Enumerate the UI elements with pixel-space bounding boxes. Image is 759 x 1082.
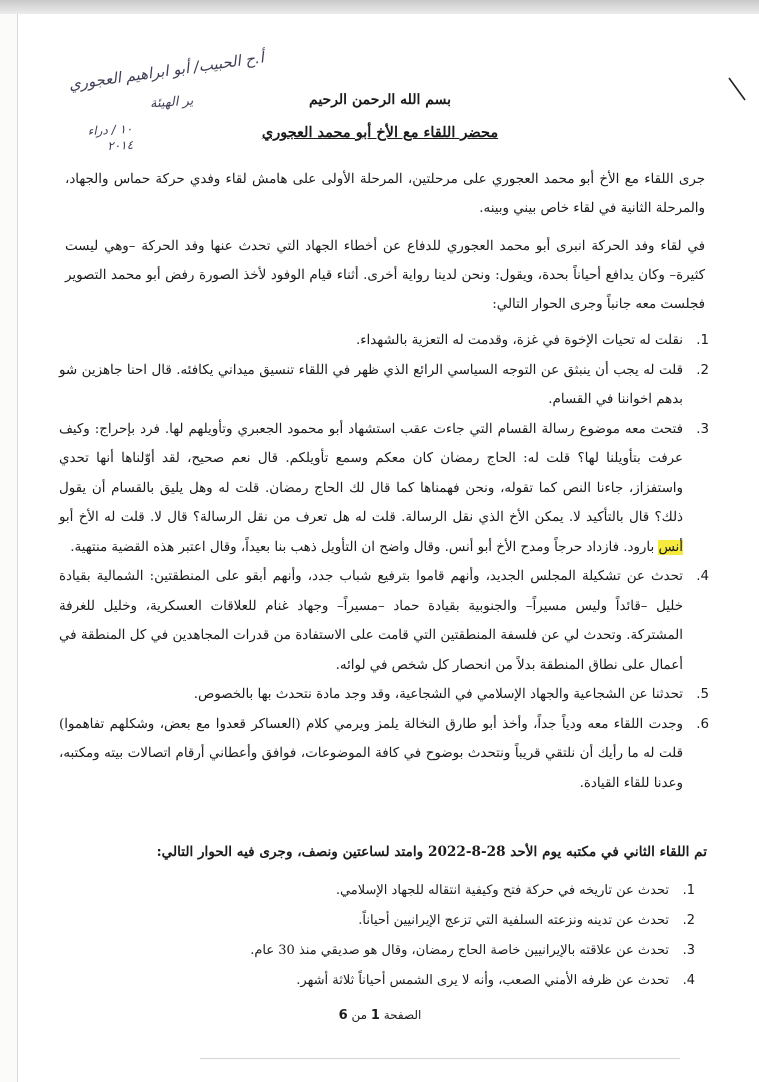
document-title: محضر اللقاء مع الأخ أبو محمد العجوري: [261, 124, 499, 141]
footer-page-number: 1: [370, 1008, 380, 1023]
item-text: تحدث عن تشكيلة المجلس الجديد، وأنهم قاموا بترفيع شباب جدد، وأنهم أبقو على المنطقتين: الشمالية بقيادة خليل –قائداً وليس مسيراً– والجنوبية بقيادة حماد –مسيراً– وجهاد غنام للعلاقات العسكرية، وخليل للغرفة المشتركة. وتحدث لي عن فلسفة المنطقتين التي قامت على الاستفادة من قدرات المجاهدين في كل المنطقة في أعمال على نطاق المنطقة بدلاً من انحصار كل شخص في لوائه.: [59, 569, 683, 673]
handwritten-note-recipient: أ.ح الحبيب/ أبو ابراهيم العجوري: [67, 48, 265, 94]
intro-paragraph: جرى اللقاء مع الأخ أبو محمد العجوري على مرحلتين، المرحلة الأولى على هامش لقاء وفدي حركة حماس والجهاد، والمرحلة الثانية في لقاء خاص بيني وبينه.: [65, 172, 705, 216]
list-item: [95, 936, 695, 966]
list-item: [59, 356, 709, 415]
scan-top-edge: [0, 0, 759, 14]
list-item: [59, 680, 709, 710]
bottom-divider: [200, 1058, 680, 1059]
item-number: .4: [682, 973, 695, 988]
list-item: [59, 415, 709, 563]
handwritten-note-date: ١٠ / دراء ٢٠١٤: [87, 121, 134, 154]
list-item: [59, 562, 709, 680]
second-meeting-heading: تم اللقاء الثاني في مكتبه يوم الأحد 28-8-2022 وامتد لساعتين ونصف، وجرى فيه الحوار التالي:: [156, 844, 707, 860]
item-text: تحدث عن علاقته بالإيرانيين خاصة الحاج رمضان، وقال هو صديقي منذ 30 عام.: [250, 943, 669, 958]
context-paragraph: في لقاء وفد الحركة انبرى أبو محمد العجوري للدفاع عن أخطاء الجهاد التي تحدث عنها وفد الحركة –وهي ليست كثيرة– وكان يدافع أحياناً بحدة، ويقول: ونحن لدينا رواية أخرى. أثناء قيام الوفود لأخذ الصورة رفض أبو محمد التصوير فجلست معه جانباً وجرى الحوار التالي:: [65, 239, 705, 312]
item-text: تحدث عن ظرفه الأمني الصعب، وأنه لا يرى الشمس أحياناً ثلاثة أشهر.: [296, 973, 669, 988]
footer-total-pages: 6: [338, 1008, 348, 1023]
footer-of: من: [351, 1008, 368, 1022]
list-item: [59, 710, 709, 799]
list-item: [95, 876, 695, 906]
list-item: [95, 966, 695, 996]
first-meeting-list: [59, 326, 709, 798]
item-number: .2: [682, 913, 695, 928]
item-number: .5: [696, 687, 709, 702]
list-item: [95, 906, 695, 936]
second-meeting-list: [95, 876, 695, 996]
item-text: قلت له يجب أن ينبثق عن التوجه السياسي الرائع الذي ظهر في اللقاء تنسيق ميداني يكافئه. قال احنا جاهزين شو بدهم اخواننا في القسام.: [59, 362, 683, 407]
item-number: .3: [696, 421, 709, 437]
item-text: تحدث عن تدينه ونزعته السلفية التي تزعج الإيرانيين أحياناً.: [358, 913, 669, 928]
item-number: .1: [682, 883, 695, 898]
footer-label: الصفحة: [383, 1008, 422, 1022]
item-number: .4: [696, 569, 709, 584]
item-text: تحدث عن تاريخه في حركة فتح وكيفية انتقاله للجهاد الإسلامي.: [335, 883, 669, 898]
item-number: .6: [696, 716, 709, 732]
item-number: .2: [696, 362, 709, 378]
basmala-heading: بسم الله الرحمن الرحيم: [309, 92, 451, 108]
item-text: وجدت اللقاء معه ودياً جداً، وأخذ أبو طارق النخالة يلمز ويرمي كلام (العساكر قعدوا مع بعض، وشكلهم تفاهموا) قلت له ما رأيك أن نلتقي قريباً ونتحدث بوضوح في كافة الموضوعات، فوافق وأعطاني أرقام اتصالات بيته ومكتبه، وعدنا للقاء القيادة.: [59, 716, 683, 791]
highlighted-name: أنس: [658, 539, 683, 555]
pen-mark-icon: [727, 76, 747, 102]
item-text: نقلت له تحيات الإخوة في غزة، وقدمت له التعزية بالشهداء.: [356, 333, 683, 348]
handwritten-note-title: ير الهيئة: [149, 93, 194, 112]
item-number: .1: [696, 333, 709, 348]
item-text: فتحت معه موضوع رسالة القسام التي جاءت عقب استشهاد أبو محمود الجعبري وتأويلهم لها. فرد بإحراج: وكيف عرفت بتأويلنا لها؟ قلت له: الحاج رمضان كان معكم وسمع تأويلكم. قال نعم صحيح، لقد أوّلناها أنها تحدي واستفزاز، جاءنا النص كما تقوله، ونحن فهمناها كما قال لك الحاج رمضان. قلت له وهل يليق بالقسام أن يقول ذلك؟ قال بالتأكيد لا. يمكن الأخ الذي نقل الرسالة. قلت له هل تعرف من نقل الرسالة؟ قال لا. قلت له الأخ أبو: [59, 421, 683, 525]
item-text: تحدثنا عن الشجاعية والجهاد الإسلامي في الشجاعية، وقد وجد مادة نتحدث بها بالخصوص.: [193, 687, 683, 702]
list-item: [59, 326, 709, 356]
item-text-continued: بارود. فازداد حرجاً ومدح الأخ أبو أنس. وقال واضح ان التأويل ذهب بنا بعيداً، وقال اعتبر هذه القضية منتهية.: [70, 539, 655, 555]
item-number: .3: [682, 943, 695, 958]
page-footer: [30, 1008, 730, 1023]
